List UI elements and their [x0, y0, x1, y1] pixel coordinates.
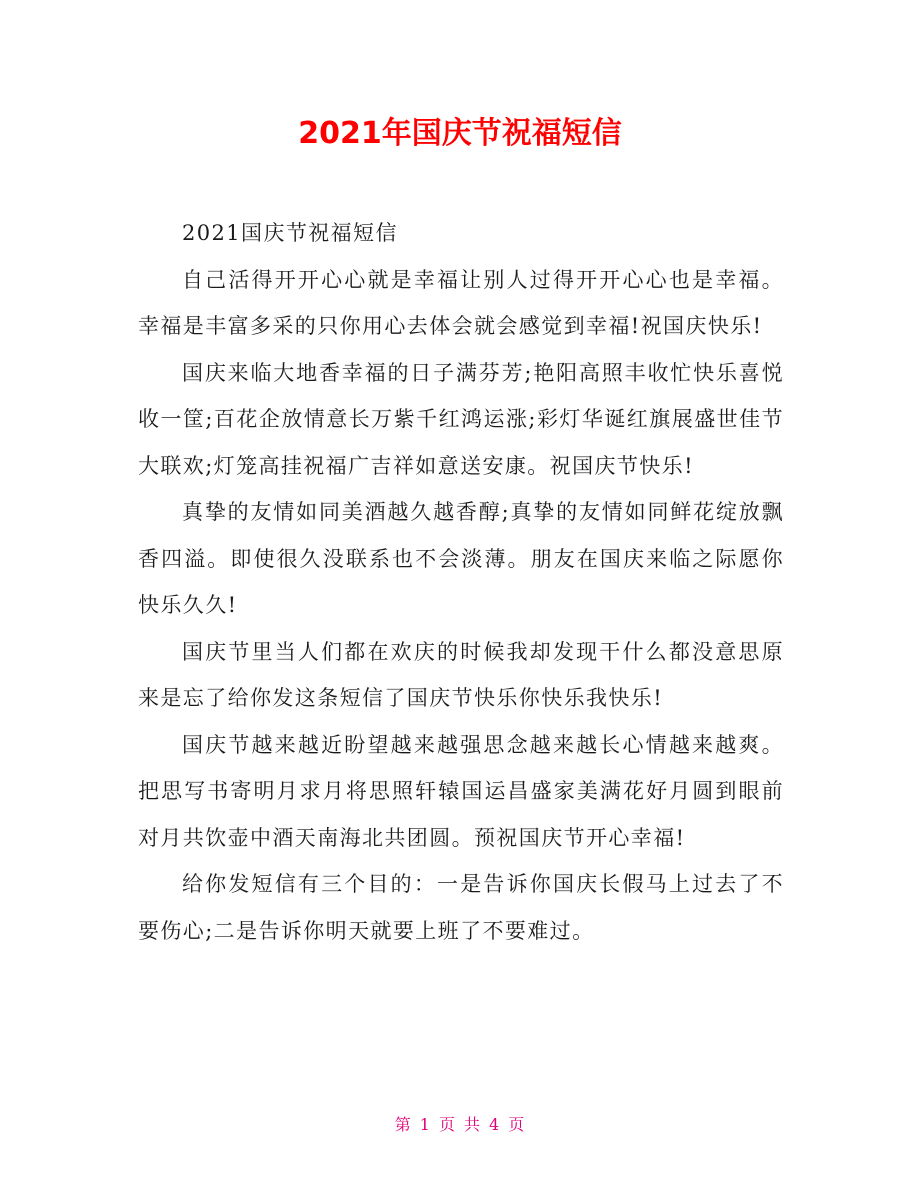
paragraph: 真挚的友情如同美酒越久越香醇;真挚的友情如同鲜花绽放飘香四溢。即使很久没联系也不会淡薄。朋友在国庆来临之际愿你快乐久久!: [138, 500, 784, 617]
paragraph: 国庆来临大地香幸福的日子满芬芳;艳阳高照丰收忙快乐喜悦收一筐;百花企放情意长万紫千红鸿运涨;彩灯华诞红旗展盛世佳节大联欢;灯笼高挂祝福广吉祥如意送安康。祝国庆节快乐!: [138, 360, 784, 478]
page-footer: [0, 1113, 920, 1137]
paragraph: 自己活得开开心心就是幸福让别人过得开开心心也是幸福。幸福是丰富多采的只你用心去体会就会感觉到幸福!祝国庆快乐!: [138, 267, 784, 338]
paragraph: 国庆节里当人们都在欢庆的时候我却发现干什么都没意思原来是忘了给你发这条短信了国庆节快乐你快乐我快乐!: [138, 639, 784, 710]
footer-total-word: 共: [464, 1115, 482, 1134]
footer-page-unit: 页: [438, 1115, 456, 1134]
document-body: [138, 210, 784, 954]
document-title: 2021年国庆节祝福短信: [298, 116, 622, 151]
footer-page-word: 第: [394, 1115, 412, 1134]
footer-page-number: 1: [419, 1115, 431, 1134]
footer-total-pages: 4: [489, 1115, 501, 1134]
paragraph: 给你发短信有三个目的：一是告诉你国庆长假马上过去了不要伤心;二是告诉你明天就要上班了不要难过。: [138, 872, 784, 943]
paragraph: 国庆节越来越近盼望越来越强思念越来越长心情越来越爽。把思写书寄明月求月将思照轩辕国运昌盛家美满花好月圆到眼前对月共饮壶中酒天南海北共团圆。预祝国庆节开心幸福!: [138, 732, 784, 850]
paragraph-subtitle: 2021国庆节祝福短信: [182, 221, 398, 245]
footer-total-unit: 页: [508, 1115, 526, 1134]
